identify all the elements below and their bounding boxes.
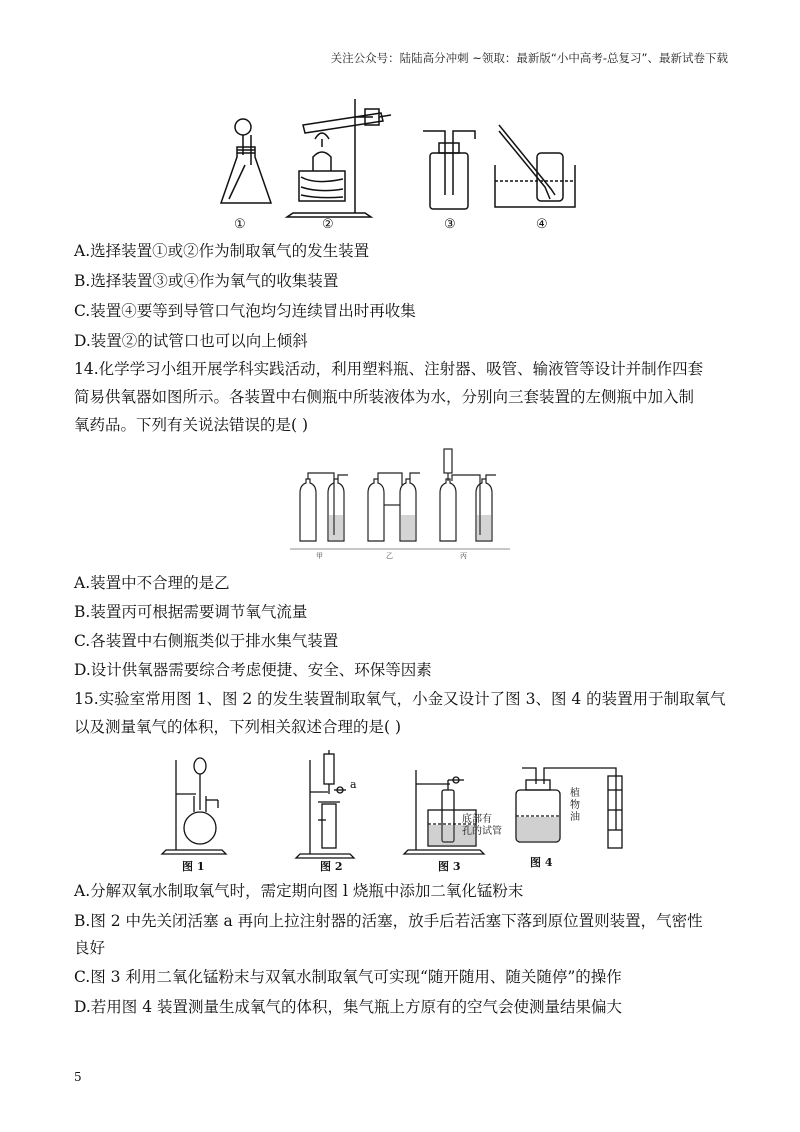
q15-option-b-continued: 良好 bbox=[74, 939, 106, 957]
page-number: 5 bbox=[74, 1070, 82, 1084]
fig2-valve-a-label: a bbox=[350, 778, 357, 791]
apparatus-label-1: ① bbox=[234, 217, 246, 232]
apparatus-1-flask-icon bbox=[221, 119, 271, 203]
q14-stem-line-2: 简易供氧器如图所示。各装置中右侧瓶中所装液体为水，分别向三套装置的左侧瓶中加入制 bbox=[74, 388, 695, 406]
q13-option-c: C.装置④要等到导管口气泡均匀连续冒出时再收集 bbox=[74, 302, 416, 320]
fig3-note-line-1: 底部有 bbox=[462, 814, 492, 825]
apparatus-label-4: ④ bbox=[536, 217, 548, 232]
q15-stem-line-2: 以及测量氧气的体积，下列相关叙述合理的是( ) bbox=[74, 718, 402, 736]
q15-option-c: C.图 3 利用二氧化锰粉末与双氧水制取氧气可实现“随开随用、随关随停”的操作 bbox=[74, 968, 622, 986]
q15-figures bbox=[160, 750, 640, 875]
apparatus-3-bottle-icon bbox=[423, 131, 475, 209]
q14-option-c: C.各装置中右侧瓶类似于排水集气装置 bbox=[74, 632, 339, 650]
apparatus-4-trough-icon bbox=[495, 125, 575, 207]
device-label-jia: 甲 bbox=[316, 552, 323, 560]
apparatus-2-heating-icon bbox=[287, 99, 391, 217]
q15-option-b: B.图 2 中先关闭活塞 a 再向上拉注射器的活塞，放手后若活塞下落到原位置则装置，气密性 bbox=[74, 912, 703, 930]
page-header: 关注公众号：陆陆高分冲刺 ~领取：最新版“小中高考-总复习”、最新试卷下载 bbox=[330, 51, 728, 65]
q13-option-d: D.装置②的试管口也可以向上倾斜 bbox=[74, 332, 308, 350]
fig3-label: 图 3 bbox=[438, 860, 461, 873]
fig4-note-line-1: 植 bbox=[570, 788, 580, 799]
q14-oxygen-supplier-figure bbox=[290, 445, 515, 560]
q15-option-a: A.分解双氧水制取氧气时，需定期向图 l 烧瓶中添加二氧化锰粉末 bbox=[74, 882, 524, 900]
q13-option-b: B.选择装置③或④作为氧气的收集装置 bbox=[74, 272, 339, 290]
fig2-label: 图 2 bbox=[320, 860, 343, 873]
apparatus-label-3: ③ bbox=[444, 217, 456, 232]
q14-stem-line-3: 氧药品。下列有关说法错误的是( ) bbox=[74, 416, 309, 434]
q14-option-d: D.设计供氧器需要综合考虑便捷、安全、环保等因素 bbox=[74, 661, 432, 679]
fig1-label: 图 1 bbox=[182, 860, 205, 873]
fig1-flask-icon bbox=[162, 758, 226, 854]
fig3-note-line-2: 孔的试管 bbox=[462, 826, 502, 837]
device-label-bing: 丙 bbox=[460, 552, 467, 560]
q13-option-a: A.选择装置①或②作为制取氧气的发生装置 bbox=[74, 242, 370, 260]
q15-stem-line-1: 15.实验室常用图 1、图 2 的发生装置制取氧气，小金又设计了图 3、图 4 的装置用于制取氧气 bbox=[74, 690, 726, 708]
fig4-note-line-2: 物 bbox=[570, 800, 580, 811]
fig2-syringe-icon bbox=[296, 750, 354, 858]
fig4-note-line-3: 油 bbox=[570, 812, 580, 823]
q14-stem-line-1: 14.化学学习小组开展学科实践活动，利用塑料瓶、注射器、吸管、输液管等设计并制作四套 bbox=[74, 360, 704, 378]
fig4-label: 图 4 bbox=[530, 856, 553, 869]
apparatus-label-2: ② bbox=[322, 217, 334, 232]
q14-option-b: B.装置丙可根据需要调节氧气流量 bbox=[74, 603, 308, 621]
device-label-yi: 乙 bbox=[386, 552, 393, 560]
q14-option-a: A.装置中不合理的是乙 bbox=[74, 574, 230, 592]
q15-option-d: D.若用图 4 装置测量生成氧气的体积，集气瓶上方原有的空气会使测量结果偏大 bbox=[74, 998, 623, 1016]
